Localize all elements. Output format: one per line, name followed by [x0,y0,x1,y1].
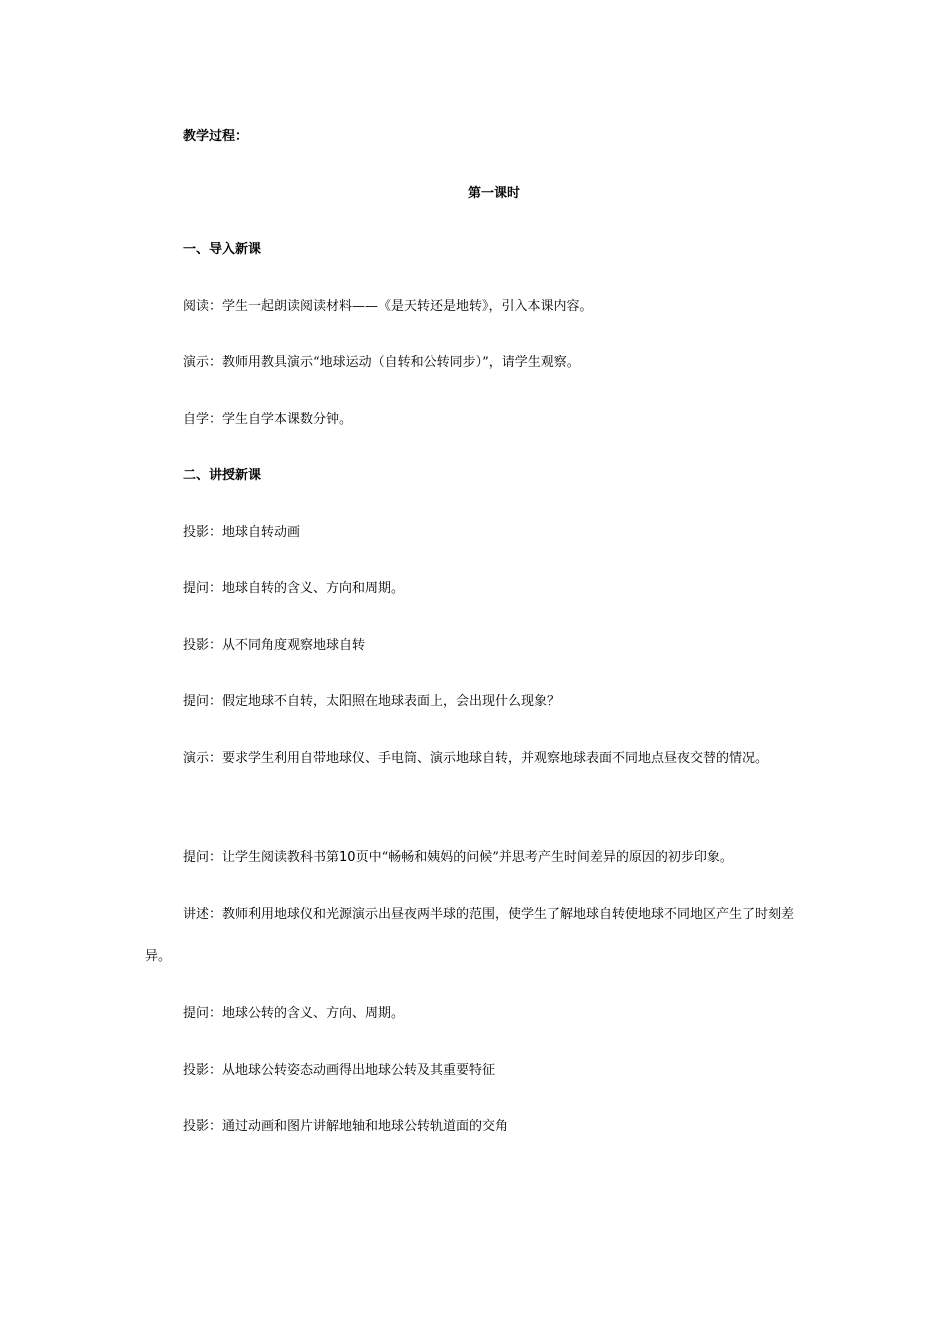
section-heading-intro: 一、导入新课 [183,242,262,257]
paragraph-demo: 演示：教师用教具演示“地球运动（自转和公转同步）”，请学生观察。 [183,355,580,370]
paragraph-projection-angles: 投影：从不同角度观察地球自转 [183,638,366,653]
paragraph-question-revolution: 提问：地球公转的含义、方向、周期。 [183,1006,405,1021]
paragraph-projection-rotation: 投影：地球自转动画 [183,525,301,540]
paragraph-lecture: 讲述：教师利用地球仪和光源演示出昼夜两半球的范围，使学生了解地球自转使地球不同地区产生了时刻差异。 [145,907,795,964]
paragraph-question-textbook [183,849,733,867]
paragraph-projection-axis: 投影：通过动画和图片讲解地轴和地球公转轨道面的交角 [183,1119,509,1134]
paragraph-question-no-rotation: 提问：假定地球不自转，太阳照在地球表面上，会出现什么现象？ [183,694,561,709]
paragraph-question-rotation: 提问：地球自转的含义、方向和周期。 [183,581,405,596]
lesson-title: 第一课时 [467,186,520,201]
question-textbook-part1: 提问：让学生阅读教科书第 [183,850,340,865]
page-number: 10 [339,850,356,865]
paragraph-self-study: 自学：学生自学本课数分钟。 [183,412,353,427]
teaching-process-heading: 教学过程： [183,129,249,144]
paragraph-projection-revolution: 投影：从地球公转姿态动画得出地球公转及其重要特征 [183,1063,496,1078]
question-textbook-part2: 页中“畅畅和姨妈的问候”并思考产生时间差异的原因的初步印象。 [355,850,733,865]
paragraph-demo-globe: 演示：要求学生利用自带地球仪、手电筒、演示地球自转，并观察地球表面不同地点昼夜交替的情况。 [183,751,769,766]
paragraph-reading: 阅读：学生一起朗读阅读材料——《是天转还是地转》，引入本课内容。 [183,299,593,314]
section-heading-teaching: 二、讲授新课 [183,468,262,483]
